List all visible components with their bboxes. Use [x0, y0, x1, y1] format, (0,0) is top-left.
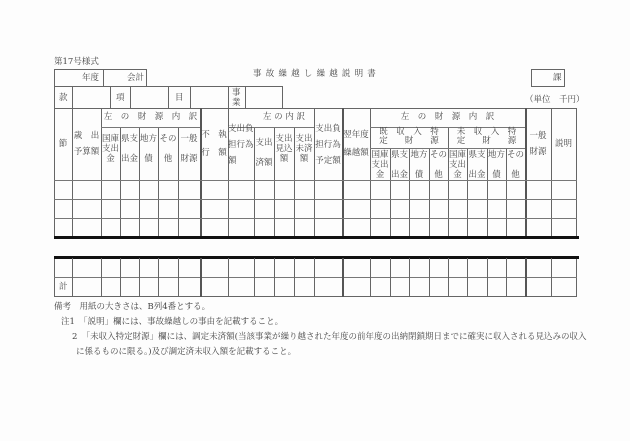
table-row[interactable] [54, 258, 577, 277]
form-number: 第17号様式 [54, 57, 99, 67]
header-kishuu-kenshi: 県支 出金 [390, 150, 408, 180]
header-left-fin2: 左 の 財 源 内 訳 [400, 112, 495, 122]
header-mishuu-chihou: 地方 債 [487, 150, 505, 180]
header-mikomi: 支出 見込 額 [275, 134, 293, 164]
kou-input[interactable] [131, 87, 167, 108]
table-row[interactable] [54, 218, 577, 236]
jigyou-label: 事業 [232, 88, 241, 108]
note-2-line2: に係るものに限る。)及び調定済未収入額を記載すること。 [76, 347, 297, 357]
header-mishuu-sonota: その 他 [506, 150, 524, 180]
header-yokunen: 翌年度 繰越額 [343, 130, 369, 158]
table-row[interactable] [54, 180, 577, 199]
moku-input[interactable] [191, 87, 227, 108]
total-label: 計 [59, 282, 68, 292]
header-chihou: 地方 債 [139, 134, 157, 164]
header-kishuu-kokko: 国庫 支出 金 [371, 150, 389, 180]
section-label: 課 [553, 73, 562, 83]
header-setsumei: 説明 [554, 139, 572, 149]
header-budget [72, 108, 101, 180]
header-left-breakdown: 左 の 内 訳 [262, 112, 306, 122]
account-label: 会計 [127, 73, 145, 83]
header-budget-l1: 歳 出 [73, 131, 100, 141]
header-ippan: 一般 財源 [180, 134, 198, 164]
header-yotei: 支出負 担行為 予定額 [315, 124, 341, 166]
header-mishuu-kenshi: 県支 出金 [468, 150, 486, 180]
header-misai: 支出 未済 額 [295, 134, 313, 164]
note-1: 注1 「説明」欄には、事故繰越しの事由を記載すること。 [61, 317, 284, 327]
kan-input[interactable] [73, 87, 109, 108]
unit-label: （単位 千円） [525, 95, 585, 105]
note-2-line1: 2 「未収入特定財源」欄には、調定未済額(当該事業が繰り越された年度の前年度の出納閉鎖期日までに確実に収入される見込みの収入 [72, 332, 587, 342]
header-futan: 支出負 担行為 額 [228, 124, 254, 166]
header-setsu: 節 [58, 139, 68, 149]
header-sonota: その 他 [159, 134, 177, 164]
account-input[interactable] [104, 70, 126, 86]
kou-label: 項 [116, 93, 125, 103]
year-input[interactable] [55, 70, 81, 86]
header-kenshi: 県支 出金 [120, 134, 138, 164]
year-label: 年度 [82, 73, 100, 83]
header-budget-l2: 予算額 [73, 147, 100, 157]
header-kishuu: 既 収 入 特 定 財 源 [379, 127, 439, 146]
table-row[interactable] [54, 199, 577, 218]
header-mishuu-kokko: 国庫 支出 金 [448, 150, 466, 180]
header-fushikko: 不 執 行 額 [201, 130, 227, 158]
header-sumi: 支出 済額 [255, 138, 273, 168]
note-biko: 備考 用紙の大きさは、B列4番とする。 [54, 302, 211, 312]
header-ippan2: 一般 財源 [529, 131, 547, 157]
header-mishuu: 未 収 入 特 定 財 源 [456, 127, 517, 146]
header-left-fin: 左 の 財 源 内 訳 [103, 112, 198, 122]
header-kokko: 国庫 支出 金 [101, 134, 119, 164]
moku-label: 目 [175, 93, 184, 103]
header-kishuu-chihou: 地方 債 [410, 150, 428, 180]
kan-label: 款 [59, 93, 68, 103]
jigyou-input[interactable] [246, 87, 282, 108]
header-kishuu-sonota: その 他 [429, 150, 447, 180]
total-row[interactable] [54, 277, 577, 297]
page-title: 事故繰越し繰越説明書 [253, 69, 381, 79]
